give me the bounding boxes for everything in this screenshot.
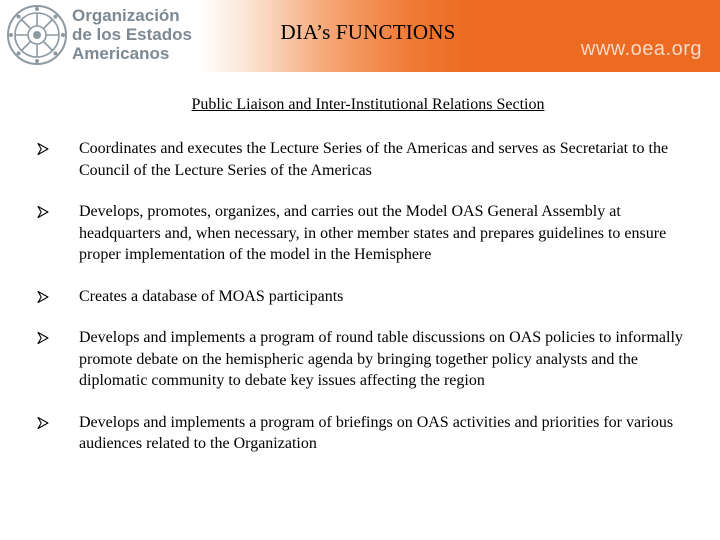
list-item xyxy=(36,138,696,181)
list-item-text: Develops, promotes, organizes, and carries out the Model OAS General Assembly at headquarters and, when necessary, in other member states and prepares guidelines to ensure proper implementation of the model in the Hemisphere xyxy=(79,203,667,263)
website-url: www.oea.org xyxy=(580,38,702,60)
arrow-bullet-icon xyxy=(37,417,49,429)
list-item xyxy=(36,412,696,455)
arrow-bullet-icon xyxy=(37,332,49,344)
org-name-line-3: Americanos xyxy=(72,44,170,63)
slide-title: DIA’s FUNCTIONS xyxy=(280,20,456,44)
org-name-line-1: Organización xyxy=(72,6,180,25)
org-name-line-2: de los Estados xyxy=(72,25,192,44)
list-item xyxy=(36,201,696,266)
arrow-bullet-icon xyxy=(37,291,49,303)
list-item-text: Coordinates and executes the Lecture Series of the Americas and serves as Secretariat to the Council of the Lecture Series of the Americas xyxy=(79,140,669,179)
list-item xyxy=(36,327,696,392)
function-list xyxy=(36,138,696,475)
section-heading: Public Liaison and Inter-Institutional Relations Section xyxy=(191,96,545,113)
list-item-text: Develops and implements a program of round table discussions on OAS policies to informally promote debate on the hemispheric agenda by bringing together policy analysts and the diplomatic community to debate key issues affecting the region xyxy=(79,329,683,389)
arrow-bullet-icon xyxy=(37,143,49,155)
list-item-text: Creates a database of MOAS participants xyxy=(79,287,344,305)
list-item xyxy=(36,286,696,308)
header-banner xyxy=(0,0,720,72)
arrow-bullet-icon xyxy=(37,206,49,218)
list-item-text: Develops and implements a program of briefings on OAS activities and priorities for various audiences related to the Organization xyxy=(79,413,674,452)
